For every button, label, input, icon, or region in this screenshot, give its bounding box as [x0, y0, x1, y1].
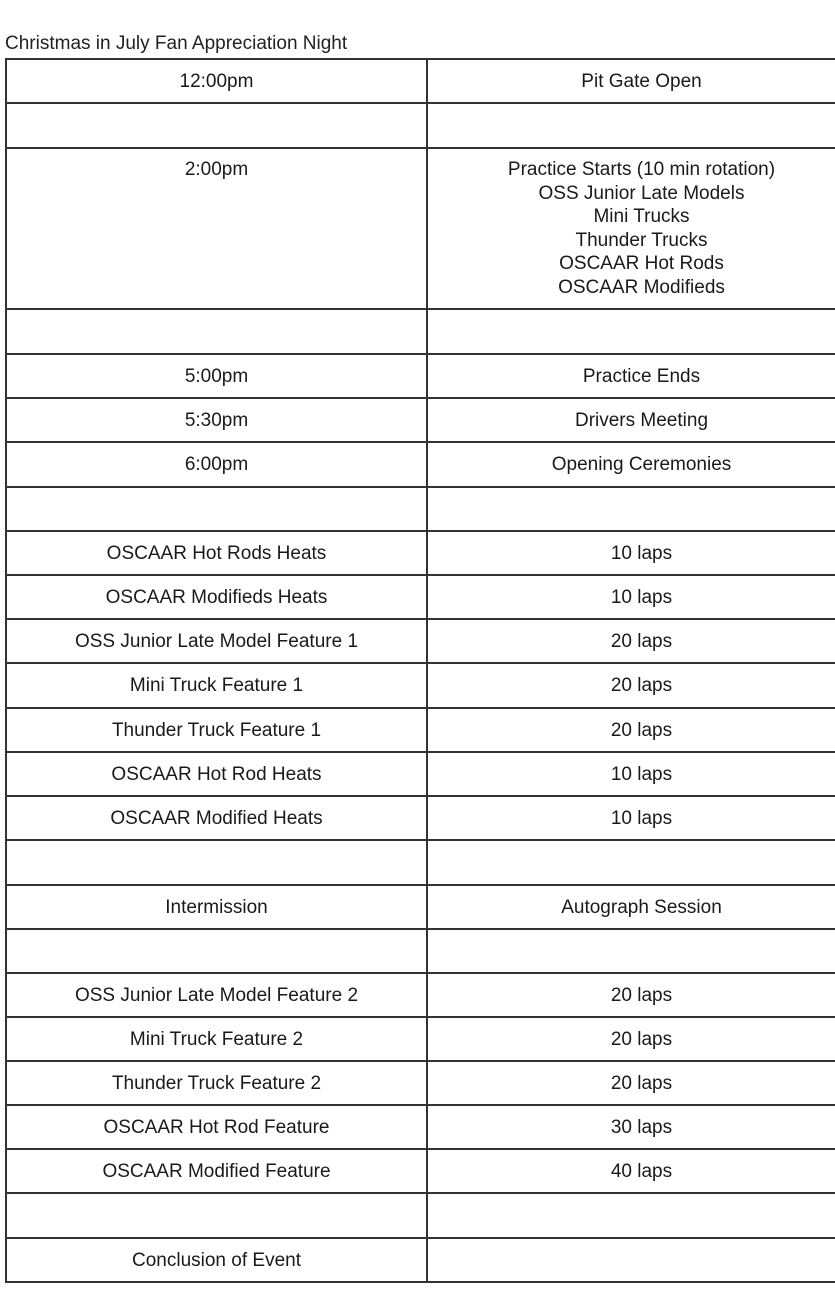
schedule-detail-cell: [427, 663, 835, 708]
schedule-detail-line: Drivers Meeting: [574, 410, 709, 431]
schedule-time-or-event-cell: Mini Truck Feature 2: [6, 1017, 427, 1061]
schedule-time-or-event-cell: [6, 929, 427, 973]
schedule-detail-cell: [427, 1238, 835, 1282]
schedule-detail-cell: [427, 840, 835, 885]
schedule-row: [6, 663, 835, 708]
schedule-detail-line: 20 laps: [610, 985, 673, 1006]
schedule-detail-cell: [427, 148, 835, 309]
schedule-spacer-row: [6, 1193, 835, 1238]
schedule-detail-line: OSCAAR Hot Rods: [559, 253, 724, 274]
schedule-time-or-event-cell: [6, 840, 427, 885]
schedule-row: [6, 1061, 835, 1105]
schedule-row: [6, 708, 835, 752]
schedule-time-or-event-cell: Conclusion of Event: [6, 1238, 427, 1282]
schedule-detail-line: Practice Ends: [582, 366, 701, 387]
schedule-detail-cell: [427, 398, 835, 442]
schedule-row: [6, 752, 835, 796]
schedule-row: [6, 148, 835, 309]
schedule-detail-cell: [427, 354, 835, 398]
schedule-detail-cell: [427, 796, 835, 840]
schedule-detail-cell: [427, 442, 835, 487]
schedule-detail-line: 20 laps: [610, 675, 673, 696]
schedule-detail-line: OSCAAR Modifieds: [558, 276, 725, 298]
schedule-time-or-event-cell: 6:00pm: [6, 442, 427, 487]
schedule-time-or-event-cell: OSCAAR Hot Rod Feature: [6, 1105, 427, 1149]
schedule-row: [6, 354, 835, 398]
schedule-time-or-event-cell: OSCAAR Modified Heats: [6, 796, 427, 840]
schedule-detail-line: Autograph Session: [561, 897, 722, 918]
schedule-row: [6, 531, 835, 575]
schedule-time-or-event-cell: Thunder Truck Feature 1: [6, 708, 427, 752]
schedule-detail-cell: [427, 708, 835, 752]
schedule-time-or-event-cell: OSCAAR Modified Feature: [6, 1149, 427, 1193]
schedule-detail-cell: [427, 973, 835, 1017]
schedule-time-or-event-cell: OSS Junior Late Model Feature 2: [6, 973, 427, 1017]
schedule-detail-line: 20 laps: [610, 631, 673, 652]
schedule-spacer-row: [6, 487, 835, 531]
schedule-detail-line: Mini Trucks: [593, 206, 690, 227]
schedule-detail-cell: [427, 1017, 835, 1061]
schedule-time-or-event-cell: 12:00pm: [6, 59, 427, 103]
schedule-time-or-event-cell: Mini Truck Feature 1: [6, 663, 427, 708]
schedule-time-or-event-cell: Thunder Truck Feature 2: [6, 1061, 427, 1105]
schedule-row: [6, 1238, 835, 1282]
schedule-detail-line: 10 laps: [610, 587, 673, 608]
schedule-spacer-row: [6, 309, 835, 354]
schedule-row: [6, 398, 835, 442]
schedule-row: [6, 619, 835, 663]
schedule-detail-line: 20 laps: [610, 1029, 673, 1050]
schedule-detail-line: Thunder Trucks: [575, 229, 708, 251]
schedule-detail-cell: [427, 531, 835, 575]
schedule-row: [6, 1149, 835, 1193]
schedule-spacer-row: [6, 840, 835, 885]
schedule-detail-cell: [427, 487, 835, 531]
schedule-detail-cell: [427, 309, 835, 354]
schedule-detail-cell: [427, 929, 835, 973]
schedule-time-or-event-cell: 5:30pm: [6, 398, 427, 442]
schedule-time-or-event-cell: OSCAAR Modifieds Heats: [6, 575, 427, 619]
schedule-time-or-event-cell: OSCAAR Hot Rod Heats: [6, 752, 427, 796]
schedule-detail-line: Opening Ceremonies: [551, 454, 732, 475]
schedule-spacer-row: [6, 929, 835, 973]
schedule-time-or-event-cell: [6, 1193, 427, 1238]
schedule-time-or-event-cell: Intermission: [6, 885, 427, 929]
schedule-spacer-row: [6, 103, 835, 148]
schedule-detail-cell: [427, 1061, 835, 1105]
schedule-time-or-event-cell: [6, 103, 427, 148]
schedule-row: [6, 1105, 835, 1149]
schedule-detail-cell: [427, 59, 835, 103]
schedule-time-or-event-cell: [6, 309, 427, 354]
schedule-detail-cell: [427, 1105, 835, 1149]
schedule-detail-line: Practice Starts (10 min rotation): [507, 159, 776, 180]
schedule-detail-line: 20 laps: [610, 1073, 673, 1094]
schedule-detail-line: 30 laps: [610, 1117, 673, 1138]
schedule-detail-line: Pit Gate Open: [581, 71, 702, 92]
schedule-row: [6, 1017, 835, 1061]
document-title: Christmas in July Fan Appreciation Night: [5, 33, 348, 54]
schedule-row: [6, 796, 835, 840]
schedule-time-or-event-cell: 5:00pm: [6, 354, 427, 398]
schedule-detail-cell: [427, 1193, 835, 1238]
schedule-detail-cell: [427, 885, 835, 929]
schedule-detail-cell: [427, 103, 835, 148]
schedule-detail-cell: [427, 619, 835, 663]
schedule-detail-line: 10 laps: [610, 543, 673, 564]
schedule-detail-line: 10 laps: [610, 764, 673, 785]
schedule-detail-cell: [427, 1149, 835, 1193]
schedule-detail-line: 20 laps: [610, 720, 673, 741]
schedule-table: [5, 58, 835, 1283]
schedule-body: [6, 59, 835, 1282]
schedule-row: [6, 885, 835, 929]
schedule-row: [6, 442, 835, 487]
schedule-detail-line: 40 laps: [610, 1161, 673, 1182]
schedule-row: [6, 973, 835, 1017]
schedule-time-or-event-cell: 2:00pm: [6, 148, 427, 309]
schedule-row: [6, 59, 835, 103]
schedule-time-or-event-cell: OSCAAR Hot Rods Heats: [6, 531, 427, 575]
schedule-detail-line: OSS Junior Late Models: [538, 182, 745, 204]
schedule-detail-cell: [427, 575, 835, 619]
schedule-detail-cell: [427, 752, 835, 796]
schedule-time-or-event-cell: [6, 487, 427, 531]
schedule-detail-line: 10 laps: [610, 808, 673, 829]
schedule-row: [6, 575, 835, 619]
schedule-time-or-event-cell: OSS Junior Late Model Feature 1: [6, 619, 427, 663]
